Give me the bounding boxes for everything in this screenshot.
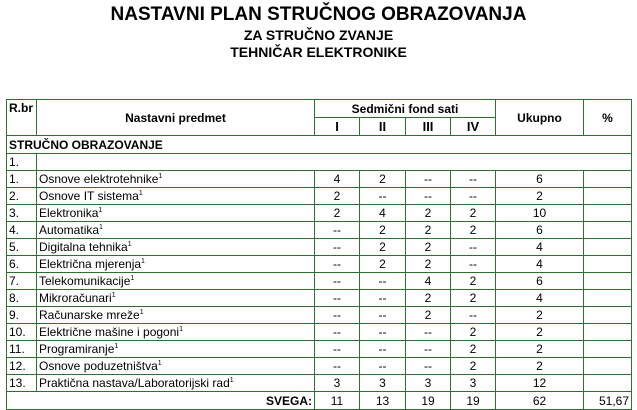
footnote-mark: 1 bbox=[98, 207, 103, 214]
hours-year-4: 3 bbox=[451, 375, 496, 392]
row-percent bbox=[584, 205, 632, 222]
row-total: 2 bbox=[496, 358, 584, 375]
hours-year-4: -- bbox=[451, 188, 496, 205]
subject-name: Programiranje bbox=[39, 342, 115, 356]
hours-year-3: 2 bbox=[406, 239, 451, 256]
row-number: 11. bbox=[7, 341, 37, 358]
subject-name: Osnove IT sistema bbox=[39, 189, 139, 203]
totals-year-4: 19 bbox=[451, 392, 496, 410]
row-total: 6 bbox=[496, 171, 584, 188]
footnote-mark: 1 bbox=[158, 173, 163, 180]
row-total: 4 bbox=[496, 239, 584, 256]
footnote-mark: 1 bbox=[114, 343, 119, 350]
hours-year-2: -- bbox=[360, 290, 406, 307]
table-row bbox=[7, 256, 632, 273]
row-number: 13. bbox=[7, 375, 37, 392]
subject-name-cell bbox=[37, 307, 315, 324]
subject-name: Automatika bbox=[39, 223, 100, 237]
row-number: 8. bbox=[7, 290, 37, 307]
footnote-mark: 1 bbox=[99, 224, 103, 231]
hours-year-2: 2 bbox=[360, 222, 406, 239]
hours-year-4: 2 bbox=[451, 273, 496, 290]
header-percent: % bbox=[584, 100, 632, 136]
row-total: 6 bbox=[496, 222, 584, 239]
hours-year-2: 2 bbox=[360, 171, 406, 188]
hours-year-4: 2 bbox=[451, 205, 496, 222]
hours-year-3: -- bbox=[406, 341, 451, 358]
table-row bbox=[7, 341, 632, 358]
row-number: 10. bbox=[7, 324, 37, 341]
hours-year-3: -- bbox=[406, 171, 451, 188]
header-total: Ukupno bbox=[496, 100, 584, 136]
table-row bbox=[7, 324, 632, 341]
hours-year-3: 4 bbox=[406, 273, 451, 290]
row-total: 2 bbox=[496, 188, 584, 205]
row-number: 9. bbox=[7, 307, 37, 324]
hours-year-4: -- bbox=[451, 171, 496, 188]
subject-name: Digitalna tehnika bbox=[39, 240, 128, 254]
hours-year-1: -- bbox=[315, 222, 360, 239]
hours-year-2: -- bbox=[360, 188, 406, 205]
row-percent bbox=[584, 341, 632, 358]
page-title: NASTAVNI PLAN STRUČNOG OBRAZOVANJA bbox=[110, 4, 527, 25]
table-row bbox=[7, 307, 632, 324]
section-spacer bbox=[37, 154, 632, 171]
hours-year-2: -- bbox=[360, 341, 406, 358]
hours-year-2: 4 bbox=[360, 205, 406, 222]
row-number: 7. bbox=[7, 273, 37, 290]
hours-year-3: -- bbox=[406, 358, 451, 375]
hours-year-1: -- bbox=[315, 341, 360, 358]
subject-name-cell bbox=[37, 205, 315, 222]
page-subtitle-1: ZA STRUČNO ZVANJE bbox=[243, 27, 394, 43]
hours-year-3: 2 bbox=[406, 307, 451, 324]
row-number: 5. bbox=[7, 239, 37, 256]
subject-name: Telekomunikacije bbox=[39, 274, 131, 288]
hours-year-3: 2 bbox=[406, 205, 451, 222]
row-total: 12 bbox=[496, 375, 584, 392]
hours-year-2: 3 bbox=[360, 375, 406, 392]
row-percent bbox=[584, 358, 632, 375]
hours-year-1: -- bbox=[315, 307, 360, 324]
footnote-mark: 1 bbox=[139, 309, 144, 316]
row-number: 6. bbox=[7, 256, 37, 273]
hours-year-4: 2 bbox=[451, 358, 496, 375]
table-row bbox=[7, 358, 632, 375]
hours-year-3: -- bbox=[406, 188, 451, 205]
hours-year-1: -- bbox=[315, 256, 360, 273]
row-percent bbox=[584, 171, 632, 188]
subject-name-cell bbox=[37, 222, 315, 239]
row-percent bbox=[584, 290, 632, 307]
table-row bbox=[7, 188, 632, 205]
footnote-mark: 1 bbox=[111, 292, 116, 299]
row-percent bbox=[584, 307, 632, 324]
hours-year-2: -- bbox=[360, 273, 406, 290]
totals-percent: 51,67 bbox=[584, 392, 632, 410]
footnote-mark: 1 bbox=[138, 190, 143, 197]
subject-name-cell bbox=[37, 341, 315, 358]
hours-year-1: -- bbox=[315, 290, 360, 307]
row-percent bbox=[584, 188, 632, 205]
totals-year-3: 19 bbox=[406, 392, 451, 410]
row-total: 6 bbox=[496, 273, 584, 290]
hours-year-1: -- bbox=[315, 324, 360, 341]
table-row bbox=[7, 290, 632, 307]
hours-year-1: 2 bbox=[315, 205, 360, 222]
hours-year-4: 2 bbox=[451, 324, 496, 341]
table-row bbox=[7, 205, 632, 222]
hours-year-1: -- bbox=[315, 239, 360, 256]
subject-name: Računarske mreže bbox=[39, 308, 140, 322]
footnote-mark: 1 bbox=[179, 326, 183, 333]
hours-year-2: 2 bbox=[360, 239, 406, 256]
row-total: 4 bbox=[496, 290, 584, 307]
subject-name: Električne mašine i pogoni bbox=[39, 325, 180, 339]
row-number: 1. bbox=[7, 171, 37, 188]
totals-year-2: 13 bbox=[360, 392, 406, 410]
row-percent bbox=[584, 375, 632, 392]
curriculum-table bbox=[6, 99, 632, 410]
row-total: 4 bbox=[496, 256, 584, 273]
subject-name: Električna mjerenja bbox=[39, 257, 142, 271]
hours-year-4: 2 bbox=[451, 222, 496, 239]
subject-name-cell bbox=[37, 256, 315, 273]
row-number: 2. bbox=[7, 188, 37, 205]
subject-name: Osnove poduzetništva bbox=[39, 359, 158, 373]
hours-year-3: 2 bbox=[406, 222, 451, 239]
row-total: 10 bbox=[496, 205, 584, 222]
hours-year-4: -- bbox=[451, 307, 496, 324]
header-subject: Nastavni predmet bbox=[37, 100, 315, 136]
table-row bbox=[7, 375, 632, 392]
hours-year-4: 2 bbox=[451, 290, 496, 307]
hours-year-1: 2 bbox=[315, 188, 360, 205]
page-subtitle-2: TEHNIČAR ELEKTRONIKE bbox=[230, 44, 407, 60]
subject-name-cell bbox=[37, 358, 315, 375]
header-rbr: R.br bbox=[7, 100, 37, 136]
row-percent bbox=[584, 222, 632, 239]
totals-label: SVEGA: bbox=[7, 392, 315, 410]
subject-name: Mikroračunari bbox=[39, 291, 112, 305]
subject-name-cell bbox=[37, 239, 315, 256]
subject-name: Osnove elektrotehnike bbox=[39, 172, 159, 186]
hours-year-2: -- bbox=[360, 358, 406, 375]
hours-year-1: -- bbox=[315, 273, 360, 290]
footnote-mark: 1 bbox=[141, 258, 145, 265]
hours-year-1: -- bbox=[315, 358, 360, 375]
hours-year-2: -- bbox=[360, 307, 406, 324]
row-number: 4. bbox=[7, 222, 37, 239]
row-percent bbox=[584, 324, 632, 341]
hours-year-2: 2 bbox=[360, 256, 406, 273]
subject-name-cell bbox=[37, 188, 315, 205]
row-number: 3. bbox=[7, 205, 37, 222]
footnote-mark: 1 bbox=[229, 377, 234, 384]
row-total: 2 bbox=[496, 307, 584, 324]
hours-year-3: 2 bbox=[406, 290, 451, 307]
header-year-3: III bbox=[406, 118, 451, 136]
header-weekly: Sedmični fond sati bbox=[315, 100, 496, 118]
table-row bbox=[7, 239, 632, 256]
hours-year-3: 3 bbox=[406, 375, 451, 392]
subject-name-cell bbox=[37, 375, 315, 392]
subject-name: Praktična nastava/Laboratorijski rad bbox=[39, 376, 230, 390]
section-index: 1. bbox=[7, 154, 37, 171]
totals-sum: 62 bbox=[496, 392, 584, 410]
row-total: 2 bbox=[496, 324, 584, 341]
subject-name-cell bbox=[37, 290, 315, 307]
row-percent bbox=[584, 239, 632, 256]
hours-year-4: -- bbox=[451, 239, 496, 256]
row-percent bbox=[584, 273, 632, 290]
hours-year-1: 3 bbox=[315, 375, 360, 392]
section-heading: STRUČNO OBRAZOVANJE bbox=[7, 136, 632, 154]
title-block bbox=[0, 4, 637, 61]
footnote-mark: 1 bbox=[157, 360, 162, 367]
subject-rows bbox=[7, 171, 632, 392]
row-total: 2 bbox=[496, 341, 584, 358]
row-number: 12. bbox=[7, 358, 37, 375]
header-year-2: II bbox=[360, 118, 406, 136]
header-year-4: IV bbox=[451, 118, 496, 136]
subject-name: Elektronika bbox=[39, 206, 99, 220]
totals-year-1: 11 bbox=[315, 392, 360, 410]
table-row bbox=[7, 171, 632, 188]
hours-year-2: -- bbox=[360, 324, 406, 341]
hours-year-3: 2 bbox=[406, 256, 451, 273]
table-row bbox=[7, 222, 632, 239]
subject-name-cell bbox=[37, 324, 315, 341]
footnote-mark: 1 bbox=[130, 275, 135, 282]
footnote-mark: 1 bbox=[127, 241, 132, 248]
row-percent bbox=[584, 256, 632, 273]
hours-year-4: 2 bbox=[451, 341, 496, 358]
subject-name-cell bbox=[37, 273, 315, 290]
hours-year-4: -- bbox=[451, 256, 496, 273]
subject-name-cell bbox=[37, 171, 315, 188]
table-row bbox=[7, 273, 632, 290]
header-year-1: I bbox=[315, 118, 360, 136]
hours-year-3: -- bbox=[406, 324, 451, 341]
hours-year-1: 4 bbox=[315, 171, 360, 188]
